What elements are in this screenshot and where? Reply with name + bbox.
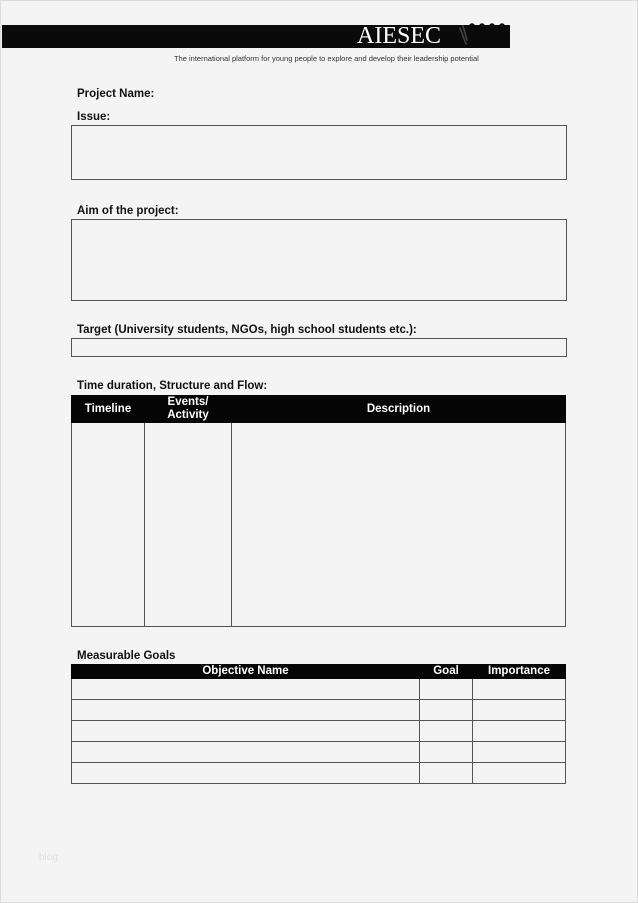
goal-cell[interactable] xyxy=(420,721,473,742)
table-row xyxy=(72,700,566,721)
objective-name-cell[interactable] xyxy=(72,721,420,742)
issue-label: Issue: xyxy=(77,111,111,123)
importance-cell[interactable] xyxy=(473,742,566,763)
table-row xyxy=(72,679,566,700)
goal-cell[interactable] xyxy=(420,742,473,763)
watermark: blog xyxy=(39,852,58,863)
importance-cell[interactable] xyxy=(473,721,566,742)
flow-table-header xyxy=(72,396,566,423)
goal-cell[interactable] xyxy=(420,679,473,700)
tagline: The international platform for young people to explore and develop their leadership potential xyxy=(174,54,479,63)
project-name-label: Project Name: xyxy=(77,88,155,100)
target-label: Target (University students, NGOs, high school students etc.): xyxy=(77,324,417,336)
walking-people-icon xyxy=(458,22,510,48)
importance-cell[interactable] xyxy=(473,763,566,784)
events-cell[interactable] xyxy=(145,423,232,627)
issue-field[interactable] xyxy=(71,125,567,180)
column-header-events-activity: Events/ Activity xyxy=(145,396,232,423)
column-header-goal: Goal xyxy=(420,665,473,679)
goals-table-header xyxy=(72,665,566,679)
timeline-cell[interactable] xyxy=(72,423,145,627)
goal-cell[interactable] xyxy=(420,700,473,721)
objective-name-cell[interactable] xyxy=(72,742,420,763)
column-header-description: Description xyxy=(232,396,566,423)
objective-name-cell[interactable] xyxy=(72,700,420,721)
time-duration-label: Time duration, Structure and Flow: xyxy=(77,380,268,392)
importance-cell[interactable] xyxy=(473,679,566,700)
table-row xyxy=(72,763,566,784)
column-header-timeline: Timeline xyxy=(72,396,145,423)
flow-table xyxy=(71,395,566,627)
column-header-objective-name: Objective Name xyxy=(72,665,420,679)
objective-name-cell[interactable] xyxy=(72,679,420,700)
importance-cell[interactable] xyxy=(473,700,566,721)
objective-name-cell[interactable] xyxy=(72,763,420,784)
goal-cell[interactable] xyxy=(420,763,473,784)
aim-label: Aim of the project: xyxy=(77,205,179,217)
aim-field[interactable] xyxy=(71,219,567,301)
goals-table xyxy=(71,664,566,784)
measurable-goals-label: Measurable Goals xyxy=(77,650,176,662)
column-header-importance: Importance xyxy=(473,665,566,679)
description-cell[interactable] xyxy=(232,423,566,627)
aiesec-logo: AIESEC xyxy=(357,23,441,49)
target-field[interactable] xyxy=(71,338,567,357)
table-row xyxy=(72,423,566,627)
table-row xyxy=(72,742,566,763)
table-row xyxy=(72,721,566,742)
